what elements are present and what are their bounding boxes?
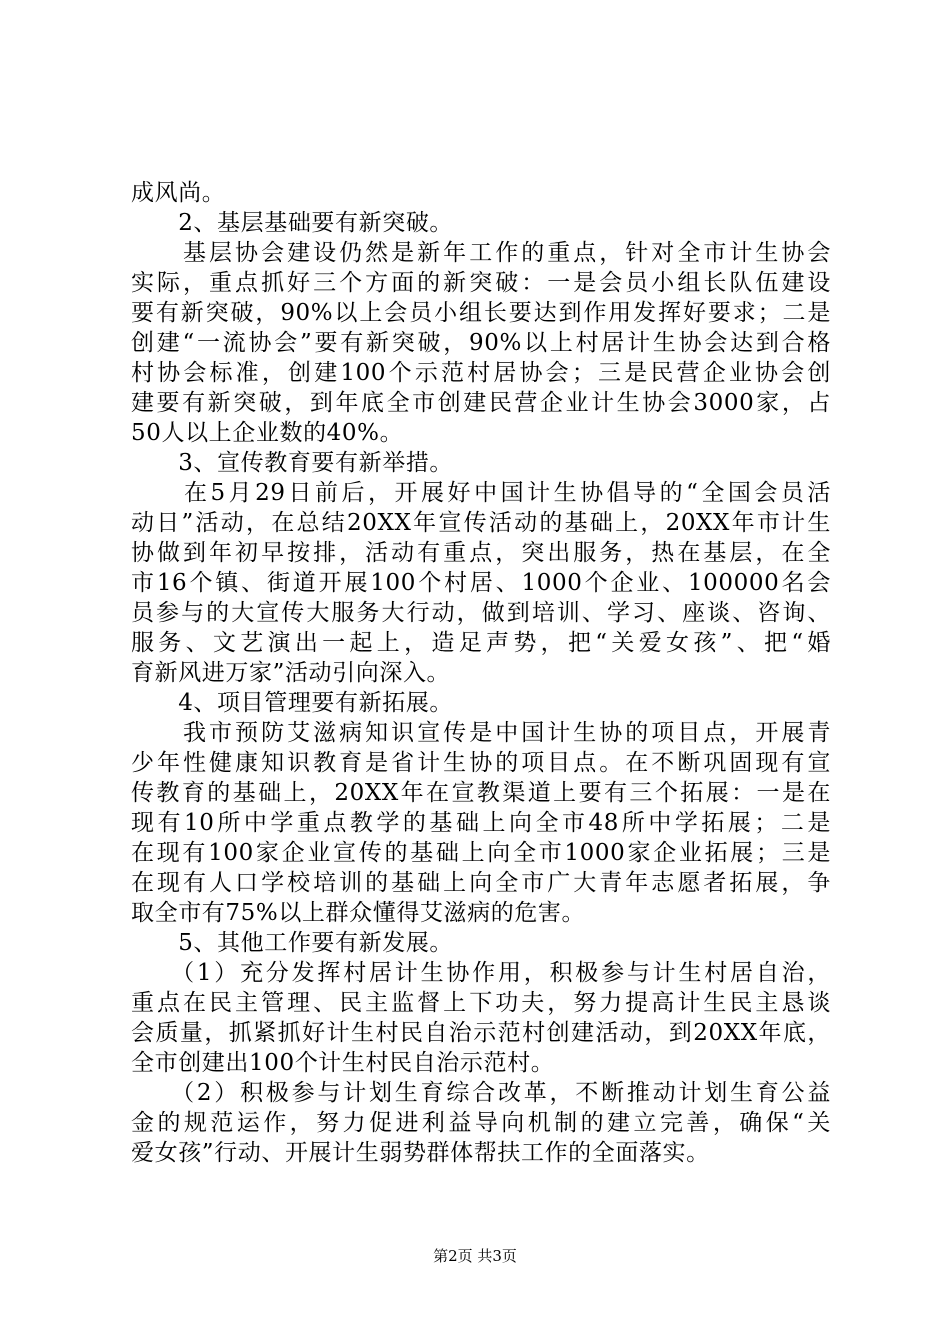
text-line: 少年性健康知识教育是省计生协的项目点。在不断巩固现有宣 [131,750,831,776]
text-line: 现有10所中学重点教学的基础上向全市48所中学拓展；二是 [131,810,831,836]
text-line: 市16个镇、街道开展100个村居、1000个企业、100000名会 [131,570,831,596]
text-line: 50人以上企业数的40%。 [131,420,404,446]
text-line: 在现有人口学校培训的基础上向全市广大青年志愿者拓展，争 [131,870,831,896]
text-line: 在现有100家企业宣传的基础上向全市1000家企业拓展；三是 [131,840,831,866]
text-line: 重点在民主管理、民主监督上下功夫，努力提高计生民主恳谈 [131,990,831,1016]
page-number-footer: 第2页 共3页 [433,1247,517,1265]
section-heading: 4、项目管理要有新拓展。 [131,690,454,716]
section-heading: 5、其他工作要有新发展。 [131,930,454,956]
text-line: 实际，重点抓好三个方面的新突破：一是会员小组长队伍建设 [131,270,831,296]
text-line: 金的规范运作，努力促进利益导向机制的建立完善，确保“关 [131,1110,831,1136]
text-line: 员参与的大宣传大服务大行动，做到培训、学习、座谈、咨询、 [131,600,831,626]
text-line: （2）积极参与计划生育综合改革，不断推动计划生育公益 [131,1080,831,1106]
text-line: 创建“一流协会”要有新突破，90%以上村居计生协会达到合格 [131,330,831,356]
text-line: 要有新突破，90%以上会员小组长要达到作用发挥好要求；二是 [131,300,831,326]
text-line: 在5月29日前后，开展好中国计生协倡导的“全国会员活 [131,480,831,506]
text-line: 村协会标准，创建100个示范村居协会；三是民营企业协会创 [131,360,831,386]
text-line: 会质量，抓紧抓好计生村民自治示范村创建活动，到20XX年底， [131,1020,831,1046]
text-line: 全市创建出100个计生村民自治示范村。 [131,1050,555,1076]
section-heading: 3、宣传教育要有新举措。 [131,450,454,476]
text-line: 我市预防艾滋病知识宣传是中国计生协的项目点，开展青 [131,720,831,746]
text-line: 协做到年初早按排，活动有重点，突出服务，热在基层，在全 [131,540,831,566]
text-line: 服务、文艺演出一起上，造足声势，把“关爱女孩”、把“婚 [131,630,831,656]
text-line: 成风尚。 [131,180,226,206]
text-line: 育新风进万家”活动引向深入。 [131,660,451,686]
text-line: 爱女孩”行动、开展计生弱势群体帮扶工作的全面落实。 [131,1140,710,1166]
text-line: 基层协会建设仍然是新年工作的重点，针对全市计生协会 [131,240,831,266]
section-heading: 2、基层基础要有新突破。 [131,210,454,236]
text-line: （1）充分发挥村居计生协作用，积极参与计生村居自治， [131,960,831,986]
text-line: 动日”活动，在总结20XX年宣传活动的基础上，20XX年市计生 [131,510,831,536]
text-line: 取全市有75%以上群众懂得艾滋病的危害。 [131,900,586,926]
text-line: 传教育的基础上，20XX年在宣教渠道上要有三个拓展：一是在 [131,780,831,806]
text-line: 建要有新突破，到年底全市创建民营企业计生协会3000家，占 [131,390,831,416]
